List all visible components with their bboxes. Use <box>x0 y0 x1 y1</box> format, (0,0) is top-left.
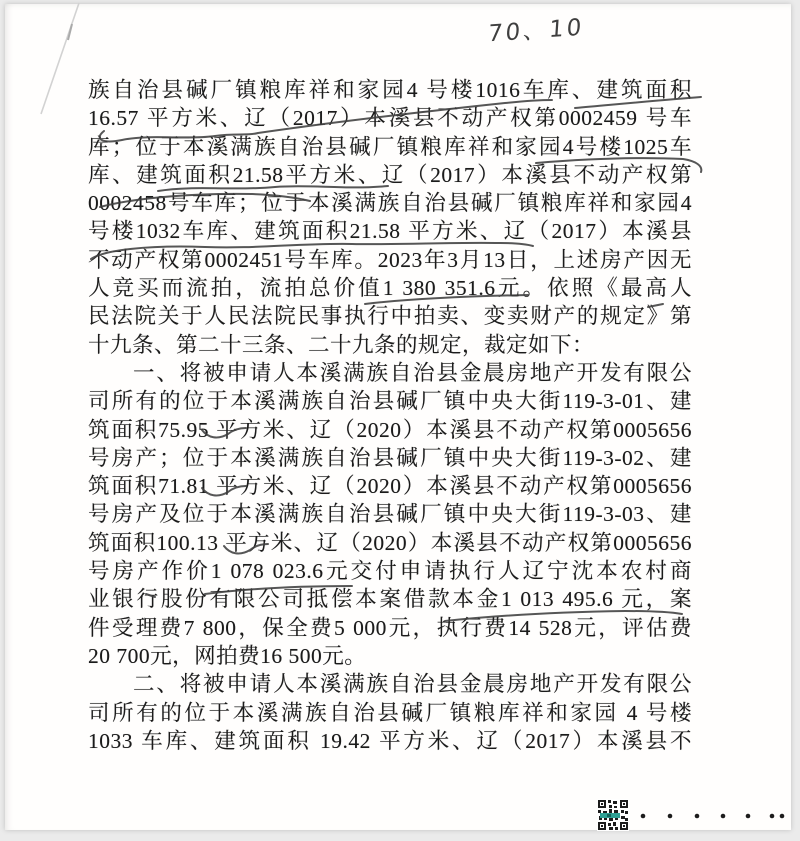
text-line: 筑面积100.13 平方米、辽（2020）本溪县不动产权第0005656 <box>88 530 692 555</box>
text-line: 人竞买而流拍，流拍总价值1 380 351.6元。依照《最高人 <box>88 276 692 301</box>
text-line: 件受理费7 800，保全费5 000元，执行费14 528元，评估费 <box>88 615 692 640</box>
text-line: 号房产作价1 078 023.6元交付申请执行人辽宁沈本农村商 <box>88 559 692 584</box>
text-line: 不动产权第0002451号车库。2023年3月13日，上述房产因无 <box>88 247 692 272</box>
handwritten-note: 70、10 <box>487 14 586 48</box>
text-block <box>88 76 692 755</box>
text-line: 十九条、第二十三条、二十九条的规定，裁定如下： <box>88 332 595 357</box>
text-line: 库；位于本溪满族自治县碱厂镇粮库祥和家园4号楼1025车 <box>88 134 692 159</box>
text-line: 1033 车库、建筑面积 19.42 平方米、辽（2017）本溪县不 <box>88 728 692 753</box>
text-line: 民法院关于人民法院民事执行中拍卖、变卖财产的规定》第 <box>88 304 692 329</box>
text-line: 业银行股份有限公司抵偿本案借款本金1 013 495.6 元，案 <box>88 587 692 612</box>
text-line: 一、将被申请人本溪满族自治县金晨房地产开发有限公 <box>133 360 692 385</box>
text-line: 号房产；位于本溪满族自治县碱厂镇中央大街119-3-02、建 <box>88 445 692 470</box>
text-line: 司所有的位于本溪满族自治县碱厂镇粮库祥和家园 4 号楼 <box>88 700 692 725</box>
text-line: 筑面积71.81 平方米、辽（2020）本溪县不动产权第0005656 <box>88 474 692 499</box>
text-line: 二、将被申请人本溪满族自治县金晨房地产开发有限公 <box>133 672 692 697</box>
text-line: 号房产及位于本溪满族自治县碱厂镇中央大街119-3-03、建 <box>88 502 692 527</box>
text-line: 库、建筑面积21.58平方米、辽（2017）本溪县不动产权第 <box>88 162 692 187</box>
text-line: 筑面积75.95 平方米、辽（2020）本溪县不动产权第0005656 <box>88 417 692 442</box>
text-line: 号楼1032车库、建筑面积21.58 平方米、辽（2017）本溪县 <box>88 219 692 244</box>
text-line: 20 700元，网拍费16 500元。 <box>88 643 367 668</box>
text-line: 16.57 平方米、辽（2017）本溪县不动产权第0002459 号车 <box>88 106 692 131</box>
text-line: 族自治县碱厂镇粮库祥和家园4 号楼1016车库、建筑面积 <box>88 78 692 102</box>
text-line: 0002458号车库；位于本溪满族自治县碱厂镇粮库祥和家园4 <box>88 191 692 216</box>
text-line: 司所有的位于本溪满族自治县碱厂镇中央大街119-3-01、建 <box>88 389 692 414</box>
